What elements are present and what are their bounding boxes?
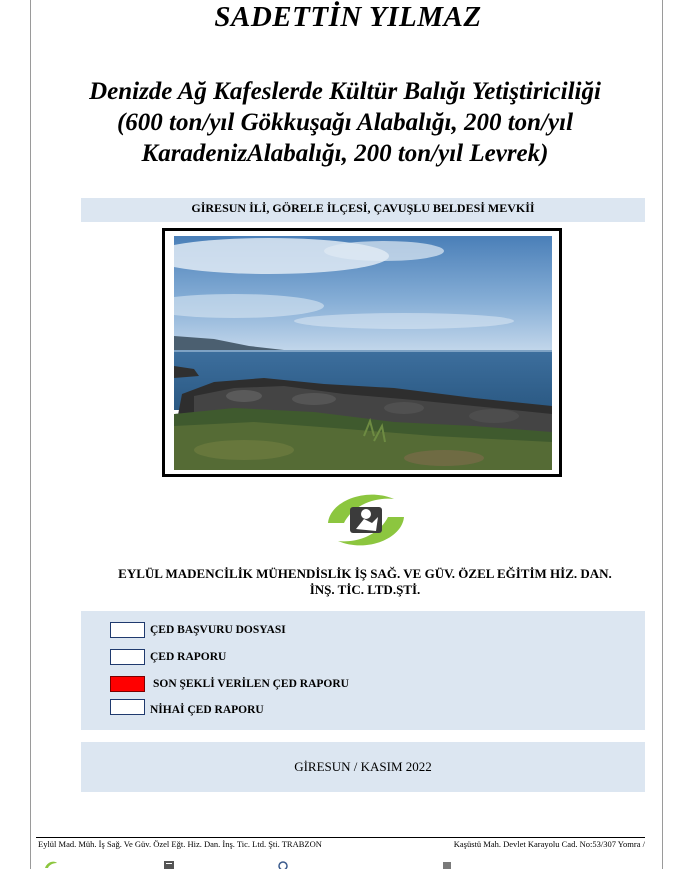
report-type-label: NİHAİ ÇED RAPORU (150, 704, 264, 716)
footer-divider (36, 837, 645, 838)
badge-icon (440, 860, 454, 869)
project-title-line: (600 ton/yıl Gökkuşağı Alabalığı, 200 ton/yıl (116, 109, 574, 136)
green-logo-icon (44, 860, 58, 869)
coastline-photo (174, 236, 552, 470)
checkbox-nihai-ced[interactable] (110, 699, 145, 715)
project-title-line: KaradenizAlabalığı, 200 ton/yıl Levrek) (141, 140, 549, 167)
report-type-label: SON ŞEKLİ VERİLEN ÇED RAPORU (153, 678, 349, 690)
checkbox-ced-basvuru[interactable] (110, 622, 145, 638)
owner-name: SADETTİN YILMAZ (214, 1, 482, 33)
company-name-line: İNŞ. TİC. LTD.ŞTİ. (309, 582, 421, 597)
location-bar: GİRESUN İLİ, GÖRELE İLÇESİ, ÇAVUŞLU BELDESİ MEVKİİ (81, 198, 645, 222)
checkbox-son-sekli-verilen[interactable] (110, 676, 145, 692)
checkbox-ced-raporu[interactable] (110, 649, 145, 665)
date-panel: GİRESUN / KASIM 2022 (81, 742, 645, 792)
report-type-label: ÇED BAŞVURU DOSYASI (150, 624, 286, 636)
document-icon (162, 860, 176, 869)
company-logo (322, 489, 410, 551)
footer-address: Kaşüstü Mah. Devlet Karayolu Cad. No:53/307 Yomra / (453, 839, 645, 849)
company-name-line: EYLÜL MADENCİLİK MÜHENDİSLİK İŞ SAĞ. VE GÜV. ÖZEL EĞİTİM HİZ. DAN. (118, 566, 612, 581)
seal-icon (276, 860, 290, 869)
project-title-line: Denizde Ağ Kafeslerde Kültür Balığı Yetiştiriciliği (89, 78, 601, 105)
project-title (60, 76, 630, 169)
company-name (86, 566, 644, 598)
footer-company: Eylül Mad. Müh. İş Sağ. Ve Güv. Özel Eğt. Hiz. Dan. İnş. Tic. Ltd. Şti. TRABZON (38, 839, 322, 849)
report-type-label: ÇED RAPORU (150, 651, 227, 663)
